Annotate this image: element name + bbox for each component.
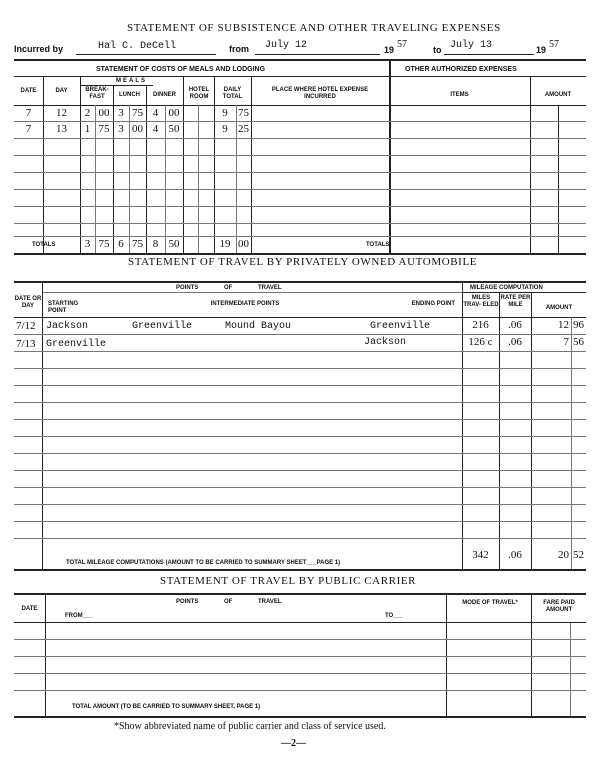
subsistence-title: STATEMENT OF SUBSISTENCE AND OTHER TRAVELING EXPENSES	[127, 22, 501, 34]
header-daily-total: DAILY TOTAL	[222, 87, 243, 100]
footnote: *Show abbreviated name of public carrier and class of service used.	[114, 721, 386, 732]
from-label: from	[229, 44, 249, 54]
totals-dinner-cents: 50	[168, 238, 180, 250]
to-year: 57	[549, 39, 559, 50]
meals-section-title: STATEMENT OF COSTS OF MEALS AND LODGING	[96, 66, 266, 73]
sub-row-1-dinner-cents: 00	[168, 107, 180, 119]
totals-lunch-cents: 75	[132, 238, 143, 250]
auto-header-miles: MILES TRAV- ELED	[463, 295, 499, 308]
carrier-header-mode: MODE OF TRAVEL*	[462, 600, 518, 606]
header-items: ITEMS	[450, 92, 469, 98]
carrier-header-date: DATE	[21, 606, 38, 612]
auto-points-of-travel: POINTS OF TRAVEL	[176, 285, 282, 291]
header-amount: AMOUNT	[544, 92, 572, 98]
auto-total-miles: 342	[472, 549, 489, 561]
from-date: July 12	[265, 40, 308, 51]
totals-breakfast-cents: 75	[98, 238, 110, 250]
auto-header-amount: AMOUNT	[545, 305, 573, 311]
carrier-header-to: TO___	[385, 613, 404, 619]
auto-total-amount-dollars: 20	[558, 549, 569, 561]
sub-row-2-lunch-cents: 00	[132, 123, 143, 135]
auto-row-1-end: Greenville	[370, 321, 431, 332]
page-number: —2—	[281, 738, 306, 749]
sub-row-1-breakfast-cents: 00	[98, 107, 110, 119]
sub-row-2-day: 13	[56, 123, 67, 135]
sub-row-1-lunch-cents: 75	[132, 107, 143, 119]
header-lunch: LUNCH	[119, 92, 140, 98]
totals-daily-cents: 00	[238, 238, 249, 250]
carrier-points-of-travel: POINTS OF TRAVEL	[176, 599, 282, 605]
sub-row-1-day: 12	[56, 107, 67, 119]
auto-row-1-start: Jackson	[46, 321, 89, 332]
auto-row-1-intermediate-1: Greenville	[132, 321, 193, 332]
auto-row-1-miles: 216	[472, 319, 489, 331]
auto-row-1-rate: .06	[508, 319, 522, 331]
to-label: to	[433, 45, 442, 55]
header-day: DAY	[55, 88, 68, 94]
auto-row-2-start: Greenville	[46, 339, 107, 350]
totals-lunch-dollars: 6	[118, 238, 124, 250]
totals-label-right: TOTALS	[366, 242, 390, 248]
auto-header-date: DATE OR DAY	[14, 296, 42, 309]
sub-row-2-lunch-dollars: 3	[118, 123, 124, 135]
carrier-title: STATEMENT OF TRAVEL BY PUBLIC CARRIER	[160, 575, 417, 587]
auto-row-2-date: 7/13	[16, 338, 36, 350]
sub-row-1-total-dollars: 9	[222, 107, 228, 119]
carrier-total-label: TOTAL AMOUNT (TO BE CARRIED TO SUMMARY SHEET, PAGE 1)	[72, 704, 261, 710]
header-place: PLACE WHERE HOTEL EXPENSE INCURRED	[271, 87, 369, 100]
to-date: July 13	[450, 40, 493, 51]
from-year: 57	[397, 39, 407, 50]
header-date: DATE	[20, 88, 37, 94]
header-meals: MEALS	[116, 78, 147, 84]
totals-dinner-dollars: 8	[152, 238, 159, 250]
incurred-by-value: Hal C. DeCell	[98, 41, 177, 52]
auto-row-1-amount-dollars: 12	[558, 319, 569, 331]
auto-row-1-date: 7/12	[16, 320, 36, 332]
auto-total-amount-cents: 52	[573, 549, 584, 561]
sub-row-2-total-dollars: 9	[222, 123, 228, 135]
auto-header-intermediate: INTERMEDIATE POINTS	[210, 301, 280, 307]
sub-row-2-date: 7	[25, 123, 32, 135]
auto-title: STATEMENT OF TRAVEL BY PRIVATELY OWNED AUTOMOBILE	[128, 256, 478, 268]
auto-row-2-miles: 126 c	[468, 336, 493, 348]
auto-row-2-amount-cents: 56	[573, 336, 584, 348]
auto-header-rate: RATE PER MILE	[500, 295, 531, 308]
to-year-prefix: 19	[536, 45, 547, 55]
sub-row-1-total-cents: 75	[238, 107, 249, 119]
sub-row-1-breakfast-dollars: 2	[84, 107, 91, 119]
sub-row-1-lunch-dollars: 3	[118, 107, 124, 119]
auto-total-label: TOTAL MILEAGE COMPUTATIONS (AMOUNT TO BE CARRIED TO SUMMARY SHEET___PAGE 1)	[66, 560, 341, 566]
auto-row-2-amount-dollars: 7	[563, 336, 569, 348]
header-breakfast: BREAK- FAST	[85, 87, 109, 100]
auto-row-1-amount-cents: 96	[573, 319, 584, 331]
sub-row-1-dinner-dollars: 4	[152, 107, 159, 119]
auto-row-2-rate: .06	[508, 336, 522, 348]
carrier-header-from: FROM___	[65, 613, 93, 619]
sub-row-2-dinner-dollars: 4	[152, 123, 159, 135]
sub-row-2-dinner-cents: 50	[168, 123, 180, 135]
auto-row-2-end: Jackson	[364, 337, 407, 348]
carrier-header-fare: FARE PAID AMOUNT	[543, 600, 575, 613]
sub-row-2-total-cents: 25	[238, 123, 249, 135]
incurred-by-label: Incurred by	[14, 44, 64, 54]
auto-mileage-computation: MILEAGE COMPUTATION	[470, 285, 543, 291]
sub-row-1-date: 7	[25, 107, 32, 119]
auto-header-starting: STARTING POINT	[48, 301, 79, 314]
other-section-title: OTHER AUTHORIZED EXPENSES	[405, 66, 517, 73]
auto-total-rate: .06	[508, 549, 522, 561]
totals-daily-dollars: 19	[219, 238, 231, 250]
auto-row-1-intermediate-2: Mound Bayou	[225, 321, 292, 332]
sub-row-2-breakfast-dollars: 1	[84, 123, 91, 135]
totals-breakfast-dollars: 3	[84, 238, 91, 250]
header-dinner: DINNER	[152, 92, 176, 98]
header-hotel-room: HOTEL ROOM	[188, 87, 210, 100]
auto-header-ending: ENDING POINT	[411, 301, 455, 307]
totals-label: TOTALS	[32, 242, 56, 248]
from-year-prefix: 19	[384, 45, 395, 55]
sub-row-2-breakfast-cents: 75	[98, 123, 110, 135]
